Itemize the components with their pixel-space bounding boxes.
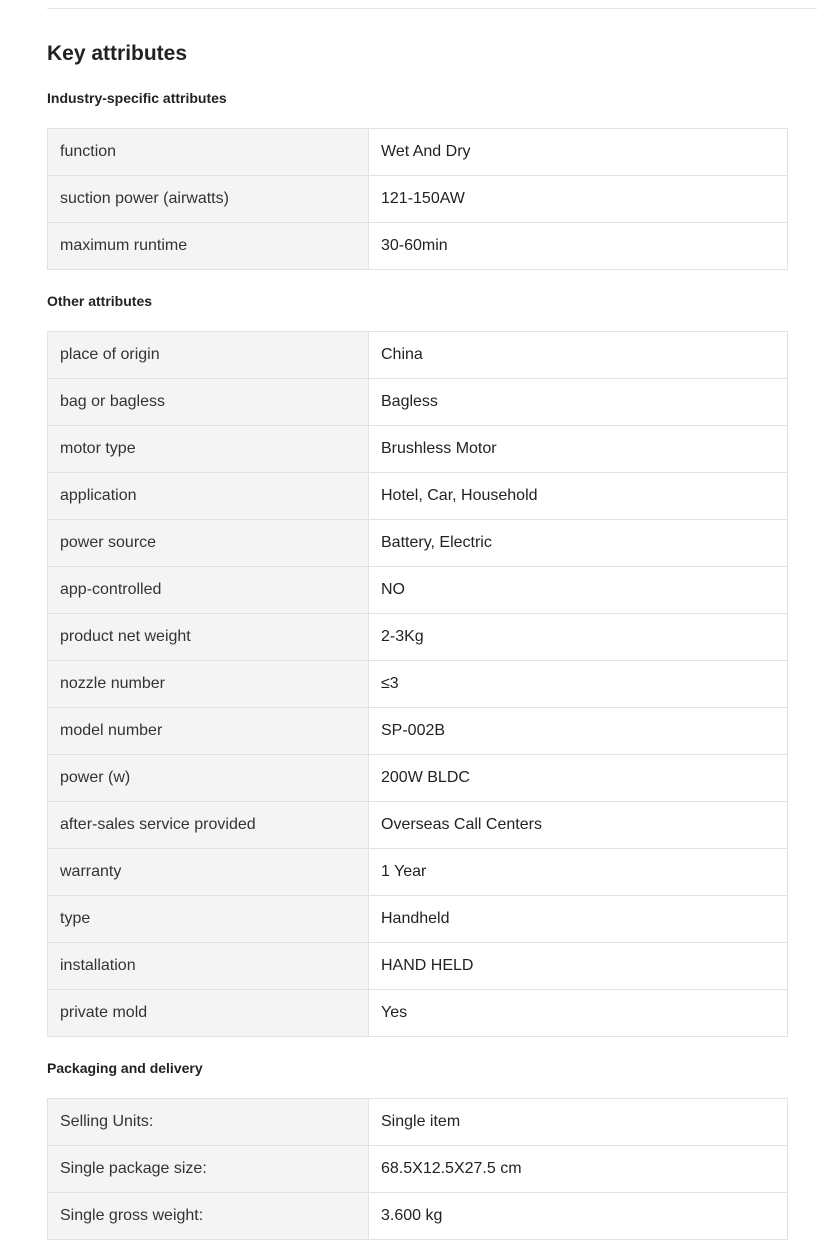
other-attributes-title: Other attributes [47,293,153,309]
packaging-delivery-table [47,1098,788,1240]
attribute-value: China [369,332,788,379]
attribute-row [48,1193,788,1240]
attribute-key: after-sales service provided [48,802,369,849]
attribute-value: ≤3 [369,661,788,708]
attribute-row [48,755,788,802]
attribute-value: 1 Year [369,849,788,896]
attribute-row [48,614,788,661]
attribute-value: Single item [369,1099,788,1146]
attribute-key: private mold [48,990,369,1037]
top-divider [47,8,817,9]
attribute-key: warranty [48,849,369,896]
attribute-key: installation [48,943,369,990]
attribute-row [48,896,788,943]
attribute-value: 121-150AW [369,176,788,223]
industry-attributes-table [47,128,788,270]
attribute-value: Battery, Electric [369,520,788,567]
attribute-row [48,426,788,473]
attribute-value: 200W BLDC [369,755,788,802]
packaging-delivery-title: Packaging and delivery [47,1060,203,1076]
attribute-value: 68.5X12.5X27.5 cm [369,1146,788,1193]
attribute-value: Hotel, Car, Household [369,473,788,520]
attribute-key: power source [48,520,369,567]
attribute-row [48,943,788,990]
industry-attributes-title: Industry-specific attributes [47,90,227,106]
attribute-row [48,661,788,708]
attribute-row [48,129,788,176]
attribute-key: maximum runtime [48,223,369,270]
attribute-row [48,1146,788,1193]
attribute-key: suction power (airwatts) [48,176,369,223]
attribute-value: Wet And Dry [369,129,788,176]
attribute-row [48,379,788,426]
attribute-value: 3.600 kg [369,1193,788,1240]
attribute-row [48,802,788,849]
attribute-row [48,708,788,755]
attribute-value: Overseas Call Centers [369,802,788,849]
attribute-key: Single package size: [48,1146,369,1193]
attribute-value: NO [369,567,788,614]
attribute-row [48,473,788,520]
attribute-row [48,849,788,896]
attribute-value: Handheld [369,896,788,943]
attribute-key: product net weight [48,614,369,661]
attribute-value: 30-60min [369,223,788,270]
attribute-value: SP-002B [369,708,788,755]
attribute-key: motor type [48,426,369,473]
attribute-key: place of origin [48,332,369,379]
attribute-key: model number [48,708,369,755]
attribute-key: Selling Units: [48,1099,369,1146]
attribute-row [48,520,788,567]
attribute-key: bag or bagless [48,379,369,426]
attribute-key: app-controlled [48,567,369,614]
attribute-key: function [48,129,369,176]
attribute-value: Brushless Motor [369,426,788,473]
attribute-row [48,332,788,379]
attribute-value: HAND HELD [369,943,788,990]
attribute-row [48,567,788,614]
other-attributes-table [47,331,788,1037]
attribute-key: nozzle number [48,661,369,708]
attribute-key: type [48,896,369,943]
attribute-row [48,176,788,223]
attribute-value: Bagless [369,379,788,426]
attribute-value: 2-3Kg [369,614,788,661]
attribute-key: power (w) [48,755,369,802]
attribute-value: Yes [369,990,788,1037]
attribute-row [48,1099,788,1146]
attribute-key: Single gross weight: [48,1193,369,1240]
attribute-row [48,990,788,1037]
attribute-key: application [48,473,369,520]
section-title: Key attributes [47,42,188,65]
attribute-row [48,223,788,270]
